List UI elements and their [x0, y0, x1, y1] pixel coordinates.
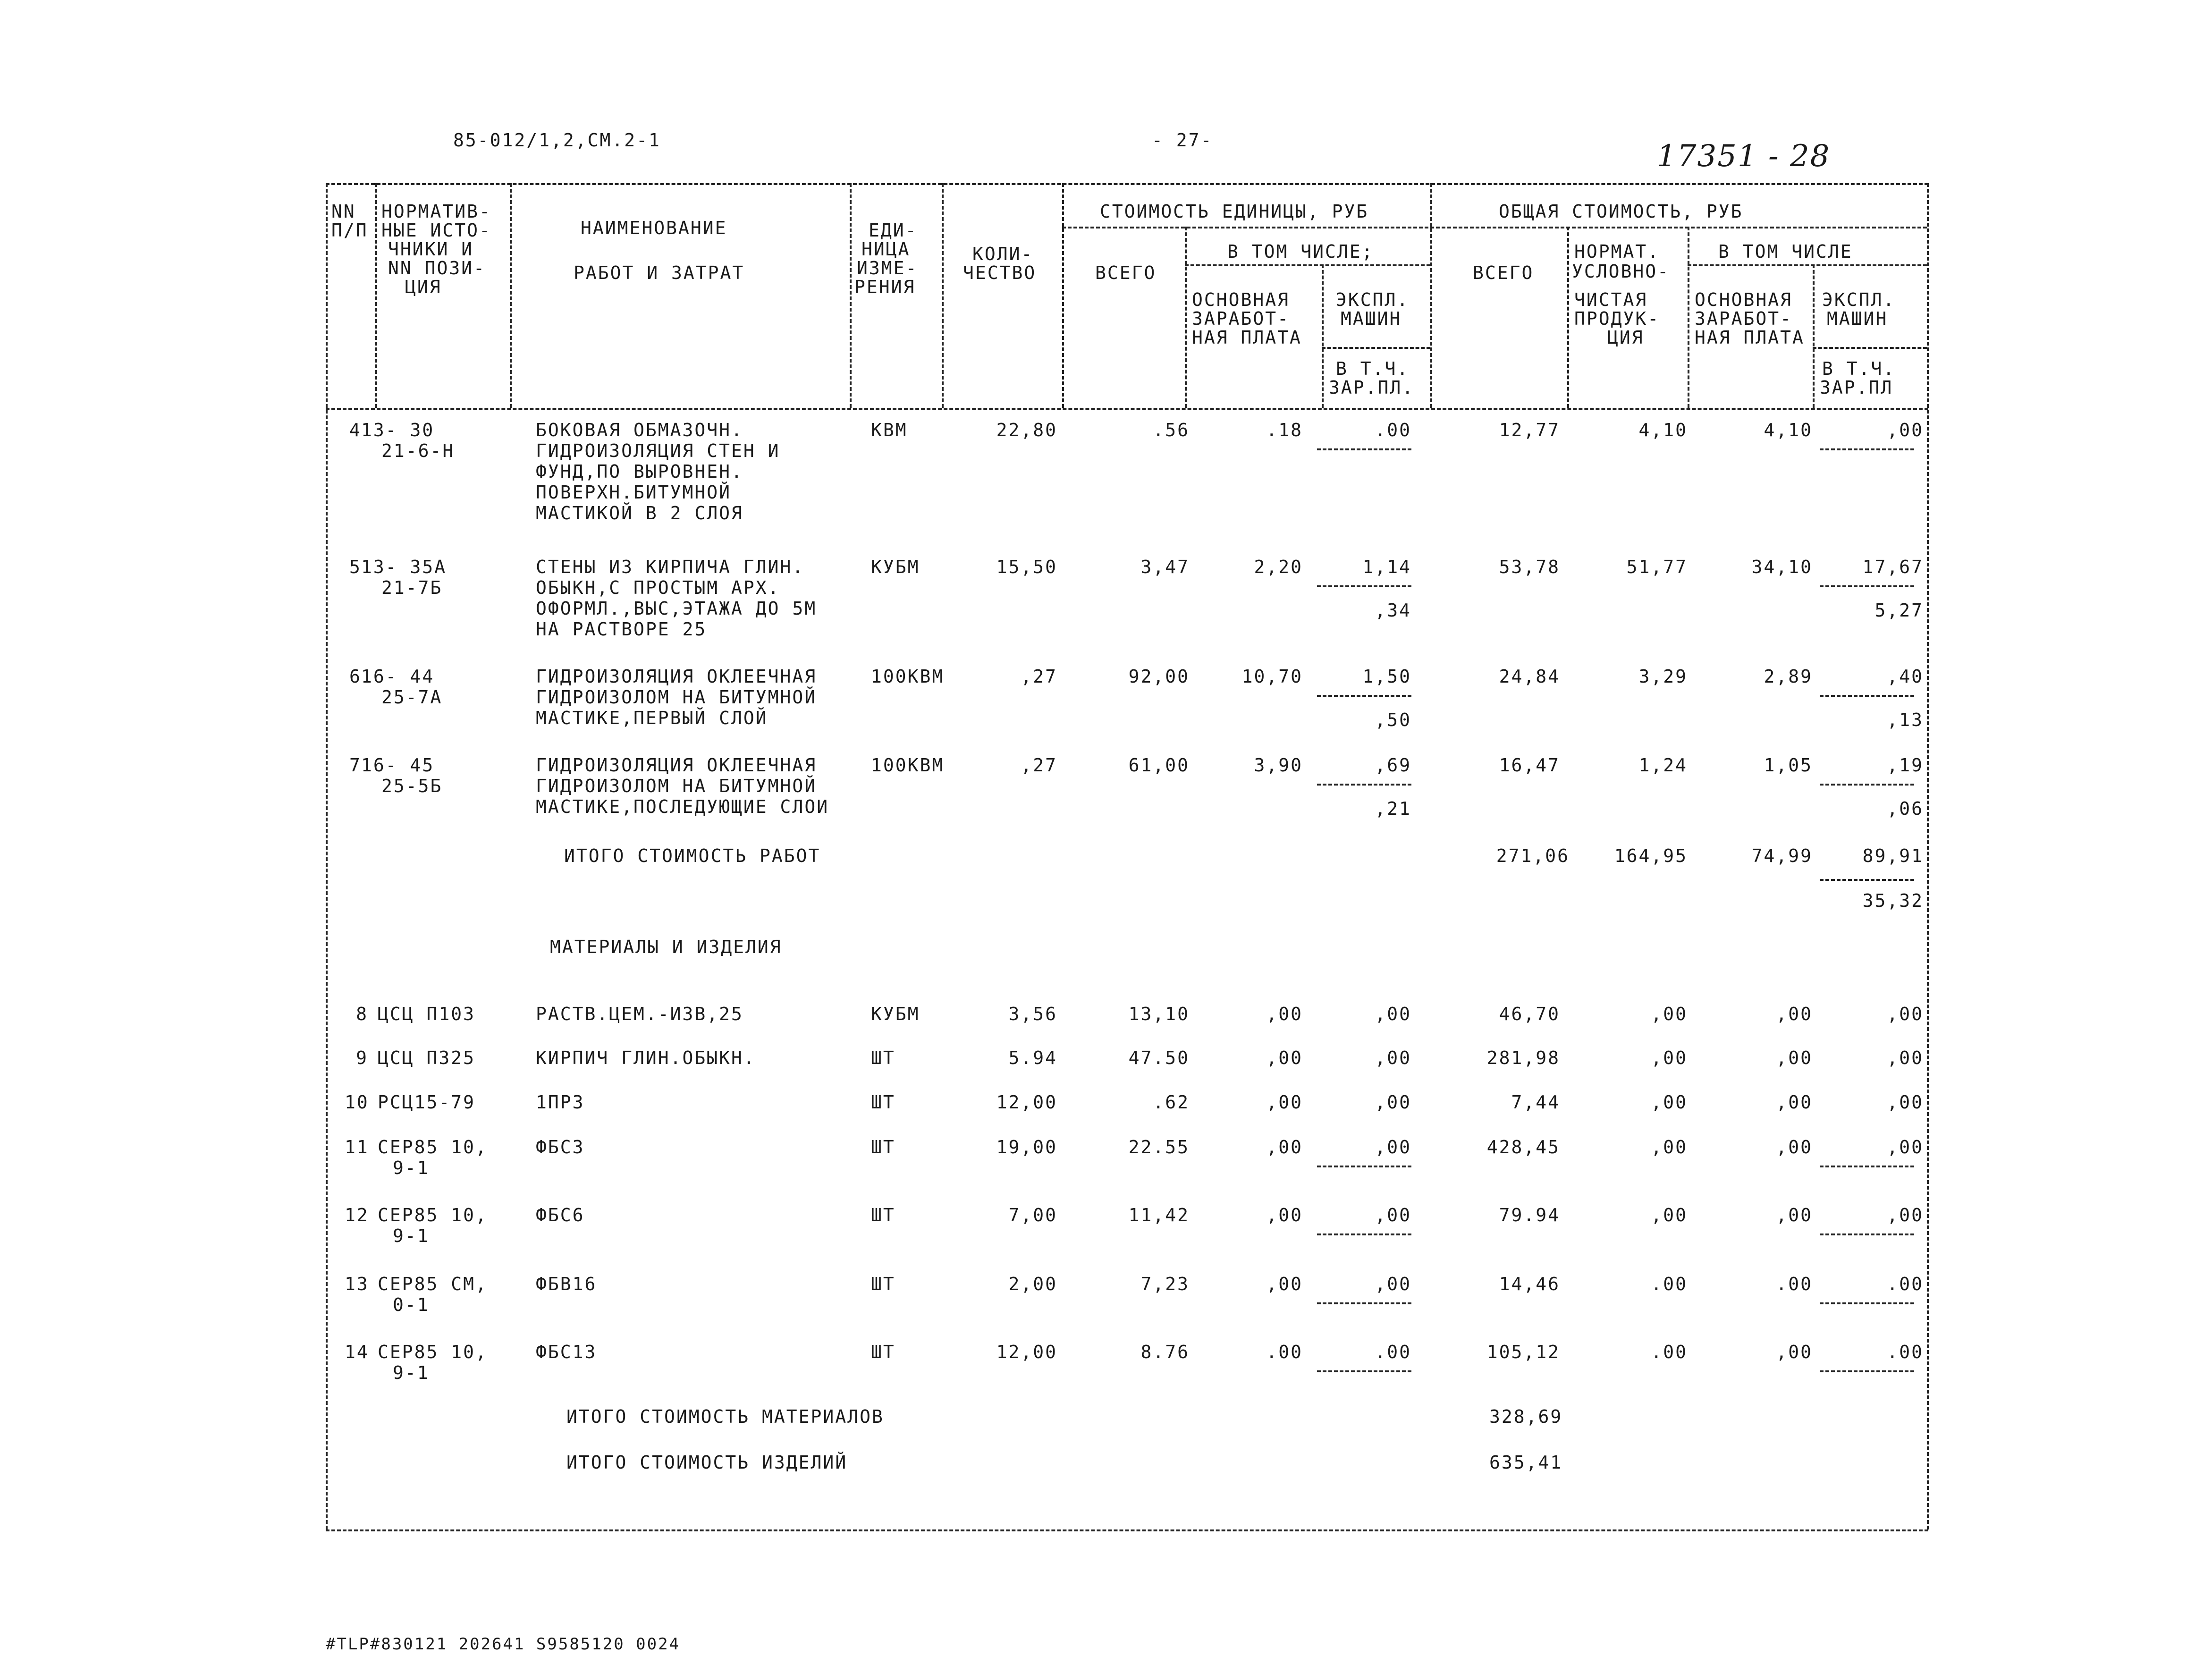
- cell-u-total: 13,10: [1128, 1004, 1190, 1024]
- cell-t-mach: ,19: [1887, 755, 1924, 776]
- header-vsego: ВСЕГО: [1095, 262, 1157, 283]
- header-name: РАБОТ И ЗАТРАТ: [574, 262, 745, 283]
- divider: [1688, 227, 1689, 408]
- cell-u-wage: .18: [1266, 420, 1303, 440]
- header-v-t-ch-2: ЗАР.ПЛ: [1820, 377, 1893, 398]
- subtotal-underline: [1317, 585, 1411, 587]
- normative-code: РСЦ15-79: [378, 1092, 476, 1113]
- header-osnovnaya: ОСНОВНАЯ: [1192, 289, 1290, 310]
- unit: ШТ: [871, 1048, 895, 1068]
- header-normat: ЧИСТАЯ: [1574, 289, 1648, 310]
- cell-t-wage: ,00: [1776, 1092, 1813, 1113]
- normative-code: 16- 45: [361, 755, 435, 776]
- subtotal-underline: [1317, 784, 1411, 786]
- cell-t-normat: 3,29: [1638, 666, 1688, 687]
- cell-t-mach-wage: 5,27: [1874, 600, 1924, 621]
- header-normat: ЦИЯ: [1607, 327, 1644, 348]
- cell-t-mach: ,00: [1887, 1004, 1924, 1024]
- cell-t-normat: ,00: [1651, 1092, 1688, 1113]
- row-number: 12: [345, 1205, 369, 1225]
- cell-u-total: 3,47: [1140, 557, 1190, 577]
- divider: [1062, 227, 1927, 228]
- row-number: 9: [356, 1048, 368, 1068]
- table-top-border: [326, 183, 1928, 185]
- normative-code: 25-7А: [381, 687, 443, 708]
- header-v-tom-chisle-2: В ТОМ ЧИСЛЕ: [1718, 241, 1853, 262]
- normative-code: СЕР85 10,: [378, 1205, 488, 1225]
- header-normative: NN ПОЗИ-: [388, 258, 486, 279]
- cell-t-wage: ,00: [1776, 1205, 1813, 1225]
- work-name-line: МАСТИКЕ,ПОСЛЕДУЮЩИЕ СЛОИ: [536, 796, 829, 817]
- header-osnovnaya-2: ОСНОВНАЯ: [1695, 289, 1793, 310]
- cell-u-mach: ,00: [1375, 1137, 1411, 1158]
- cell-t-normat: 4,10: [1638, 420, 1688, 440]
- work-name-line: ФУНД,ПО ВЫРОВНЕН.: [536, 461, 743, 482]
- cell-qty: 15,50: [996, 557, 1057, 577]
- subtotal-underline: [1820, 879, 1914, 881]
- cell-u-mach-wage: ,34: [1375, 600, 1411, 621]
- normative-code: 13- 30: [361, 420, 435, 440]
- row-number: 8: [356, 1004, 368, 1024]
- material-name: РАСТВ.ЦЕМ.-ИЗВ,25: [536, 1004, 743, 1024]
- cell-u-mach: ,69: [1375, 755, 1411, 776]
- cell-u-wage: 3,90: [1254, 755, 1303, 776]
- cell-t-wage: ,00: [1776, 1137, 1813, 1158]
- cell-t-mach: 17,67: [1862, 557, 1924, 577]
- cell-u-total: 61,00: [1128, 755, 1190, 776]
- material-name: ФБС13: [536, 1342, 597, 1362]
- cell-t-mach: ,00: [1887, 1137, 1924, 1158]
- divider: [1813, 264, 1815, 408]
- table-left-border: [326, 183, 328, 1529]
- work-name-line: ОБЫКН,С ПРОСТЫМ АРХ.: [536, 577, 780, 598]
- table-right-border: [1927, 183, 1929, 1529]
- normative-code: СЕР85 СМ,: [378, 1274, 488, 1294]
- work-name-line: ГИДРОИЗОЛЯЦИЯ ОКЛЕЕЧНАЯ: [536, 755, 817, 776]
- normative-code: ЦСЦ П103: [378, 1004, 476, 1024]
- cell-t-normat: 1,24: [1638, 755, 1688, 776]
- cell-u-wage: ,00: [1266, 1274, 1303, 1294]
- table-bottom-border: [326, 1529, 1928, 1531]
- header-osnovnaya: НАЯ ПЛАТА: [1192, 327, 1302, 348]
- row-number: 11: [345, 1137, 369, 1158]
- row-number: 6: [349, 666, 362, 687]
- normative-code: 25-5Б: [381, 776, 443, 796]
- header-normative: НЫЕ ИСТО-: [381, 220, 491, 241]
- work-name-line: СТЕНЫ ИЗ КИРПИЧА ГЛИН.: [536, 557, 805, 577]
- header-bottom-border: [326, 408, 1928, 410]
- works-total-value: 271,06: [1496, 845, 1570, 866]
- cell-u-wage: ,00: [1266, 1137, 1303, 1158]
- header-name: НАИМЕНОВАНИЕ: [581, 218, 727, 238]
- header-normative: ЦИЯ: [405, 277, 442, 297]
- cell-u-mach-wage: ,50: [1375, 710, 1411, 730]
- cell-t-normat: ,00: [1651, 1004, 1688, 1024]
- cell-t-wage: .00: [1776, 1274, 1813, 1294]
- subtotal-underline: [1820, 1234, 1914, 1235]
- cell-qty: 7,00: [1008, 1205, 1057, 1225]
- header-unit: НИЦА: [861, 239, 911, 260]
- normative-code: 9-1: [393, 1158, 430, 1178]
- cell-u-wage: .00: [1266, 1342, 1303, 1362]
- cell-qty: 3,56: [1008, 1004, 1057, 1024]
- page-number: - 27-: [1152, 130, 1213, 151]
- row-number: 14: [345, 1342, 369, 1362]
- cell-u-wage: ,00: [1266, 1004, 1303, 1024]
- unit: КУБМ: [871, 1004, 920, 1024]
- cell-qty: 22,80: [996, 420, 1057, 440]
- handwritten-number: 17351 - 28: [1657, 139, 1831, 174]
- cell-t-total: 428,45: [1486, 1137, 1560, 1158]
- header-normative: НОРМАТИВ-: [381, 201, 491, 222]
- cell-u-mach: ,00: [1375, 1092, 1411, 1113]
- subtotal-underline: [1820, 585, 1914, 587]
- cell-t-total: 281,98: [1486, 1048, 1560, 1068]
- cell-t-total: 46,70: [1499, 1004, 1560, 1024]
- document-code: 85-012/1,2,СМ.2-1: [453, 130, 661, 151]
- cell-t-total: 105,12: [1486, 1342, 1560, 1362]
- cell-u-total: 11,42: [1128, 1205, 1190, 1225]
- work-name-line: ГИДРОИЗОЛЯЦИЯ ОКЛЕЕЧНАЯ: [536, 666, 817, 687]
- header-ekspl: ЭКСПЛ.: [1336, 289, 1410, 310]
- normative-code: 13- 35А: [361, 557, 447, 577]
- cell-t-mach: ,00: [1887, 420, 1924, 440]
- header-unit: ЕДИ-: [869, 220, 918, 241]
- normative-code: 16- 44: [361, 666, 435, 687]
- cell-t-mach: .00: [1887, 1274, 1924, 1294]
- cell-u-mach: 1,50: [1362, 666, 1411, 687]
- cell-qty: 2,00: [1008, 1274, 1057, 1294]
- row-number: 10: [345, 1092, 369, 1113]
- cell-t-total: 16,47: [1499, 755, 1560, 776]
- cell-qty: 19,00: [996, 1137, 1057, 1158]
- works-total-machines-wage: 35,32: [1862, 890, 1924, 911]
- subtotal-underline: [1820, 448, 1914, 450]
- header-vsego-2: ВСЕГО: [1473, 262, 1534, 283]
- cell-t-total: 14,46: [1499, 1274, 1560, 1294]
- cell-t-mach-wage: ,13: [1887, 710, 1924, 730]
- header-normat: УСЛОВНО-: [1572, 261, 1670, 282]
- cell-t-total: 7,44: [1511, 1092, 1560, 1113]
- subtotal-underline: [1820, 1166, 1914, 1167]
- header-unit-cost: СТОИМОСТЬ ЕДИНИЦЫ, РУБ: [1100, 201, 1369, 222]
- cell-u-mach: ,00: [1375, 1205, 1411, 1225]
- header-normative: ЧНИКИ И: [388, 239, 474, 260]
- cell-t-mach: ,00: [1887, 1205, 1924, 1225]
- header-ekspl: МАШИН: [1341, 308, 1402, 329]
- cell-u-total: 7,23: [1140, 1274, 1190, 1294]
- cell-qty: 5.94: [1008, 1048, 1057, 1068]
- material-name: ФБС3: [536, 1137, 585, 1158]
- normative-code: 0-1: [393, 1294, 430, 1315]
- work-name-line: ГИДРОИЗОЛОМ НА БИТУМНОЙ: [536, 776, 817, 796]
- cell-u-mach: 1,14: [1362, 557, 1411, 577]
- works-total-machines: 89,91: [1862, 845, 1924, 866]
- works-total-label: ИТОГО СТОИМОСТЬ РАБОТ: [564, 845, 821, 866]
- row-number: 13: [345, 1274, 369, 1294]
- cell-t-wage: 1,05: [1764, 755, 1813, 776]
- cell-u-mach: .00: [1375, 420, 1411, 440]
- header-osnovnaya-2: НАЯ ПЛАТА: [1695, 327, 1805, 348]
- divider: [1322, 264, 1324, 408]
- cell-t-wage: ,00: [1776, 1004, 1813, 1024]
- work-name-line: МАСТИКЕ,ПЕРВЫЙ СЛОЙ: [536, 708, 768, 728]
- work-name-line: ПОВЕРХН.БИТУМНОЙ: [536, 482, 732, 503]
- footer-code: #TLP#830121 202641 S9585120 0024: [326, 1635, 681, 1654]
- cell-u-total: 22.55: [1128, 1137, 1190, 1158]
- cell-t-total: 24,84: [1499, 666, 1560, 687]
- subtotal-underline: [1317, 1166, 1411, 1167]
- material-name: 1ПР3: [536, 1092, 585, 1113]
- divider: [1688, 264, 1927, 266]
- normative-code: 9-1: [393, 1362, 430, 1383]
- header-v-tom-chisle: В ТОМ ЧИСЛЕ;: [1227, 241, 1374, 262]
- divider: [1567, 227, 1569, 408]
- normative-code: СЕР85 10,: [378, 1342, 488, 1362]
- divider: [942, 183, 944, 408]
- divider: [1813, 347, 1927, 349]
- unit: ШТ: [871, 1137, 895, 1158]
- cell-t-total: 79.94: [1499, 1205, 1560, 1225]
- cell-qty: ,27: [1021, 755, 1057, 776]
- unit: ШТ: [871, 1274, 895, 1294]
- unit: ШТ: [871, 1205, 895, 1225]
- header-ekspl-2: ЭКСПЛ.: [1822, 289, 1896, 310]
- header-v-t-ch: ЗАР.ПЛ.: [1329, 377, 1415, 398]
- cell-t-mach: ,00: [1887, 1092, 1924, 1113]
- work-name-line: БОКОВАЯ ОБМАЗОЧН.: [536, 420, 743, 440]
- material-name: ФБВ16: [536, 1274, 597, 1294]
- subtotal-underline: [1317, 695, 1411, 697]
- cell-qty: 12,00: [996, 1342, 1057, 1362]
- subtotal-underline: [1317, 1370, 1411, 1372]
- subtotal-underline: [1317, 1302, 1411, 1304]
- header-unit: ИЗМЕ-: [857, 258, 918, 279]
- header-normat: ПРОДУК-: [1574, 308, 1660, 329]
- row-number: 7: [349, 755, 362, 776]
- cell-t-wage: 34,10: [1751, 557, 1813, 577]
- header-pp: П/П: [331, 220, 368, 241]
- normative-code: СЕР85 10,: [378, 1137, 488, 1158]
- header-normat: НОРМАТ.: [1574, 241, 1660, 262]
- products-total-value: 635,41: [1489, 1452, 1563, 1473]
- work-name-line: НА РАСТВОРЕ 25: [536, 619, 707, 640]
- cell-u-wage: 10,70: [1241, 666, 1303, 687]
- cell-u-total: 8.76: [1140, 1342, 1190, 1362]
- cell-u-mach: ,00: [1375, 1048, 1411, 1068]
- cell-t-wage: ,00: [1776, 1342, 1813, 1362]
- unit: КУБМ: [871, 557, 920, 577]
- subtotal-underline: [1820, 1302, 1914, 1304]
- header-osnovnaya-2: ЗАРАБОТ-: [1695, 308, 1793, 329]
- cell-u-mach: ,00: [1375, 1274, 1411, 1294]
- materials-total-label: ИТОГО СТОИМОСТЬ МАТЕРИАЛОВ: [566, 1406, 884, 1427]
- divider: [375, 183, 377, 408]
- cell-t-normat: 51,77: [1626, 557, 1688, 577]
- cell-u-wage: ,00: [1266, 1092, 1303, 1113]
- work-name-line: ГИДРОИЗОЛОМ НА БИТУМНОЙ: [536, 687, 817, 708]
- cell-t-mach: ,40: [1887, 666, 1924, 687]
- work-name-line: ОФОРМЛ.,ВЫС,ЭТАЖА ДО 5М: [536, 598, 817, 619]
- cell-u-total: 47.50: [1128, 1048, 1190, 1068]
- cell-u-mach-wage: ,21: [1375, 798, 1411, 819]
- divider: [1185, 227, 1187, 408]
- header-unit: РЕНИЯ: [854, 277, 916, 297]
- cell-t-normat: ,00: [1651, 1048, 1688, 1068]
- divider: [1322, 347, 1430, 349]
- cell-t-mach: ,00: [1887, 1048, 1924, 1068]
- unit: 100КВМ: [871, 755, 945, 776]
- divider: [850, 183, 852, 408]
- normative-code: ЦСЦ П325: [378, 1048, 476, 1068]
- header-qty: ЧЕСТВО: [963, 262, 1037, 283]
- cell-t-mach-wage: ,06: [1887, 798, 1924, 819]
- header-ekspl-2: МАШИН: [1827, 308, 1888, 329]
- divider: [510, 183, 512, 408]
- cell-u-mach: ,00: [1375, 1004, 1411, 1024]
- material-name: КИРПИЧ ГЛИН.ОБЫКН.: [536, 1048, 756, 1068]
- cell-t-normat: ,00: [1651, 1137, 1688, 1158]
- cell-t-wage: 2,89: [1764, 666, 1813, 687]
- header-qty: КОЛИ-: [972, 244, 1034, 264]
- products-total-label: ИТОГО СТОИМОСТЬ ИЗДЕЛИЙ: [566, 1452, 848, 1473]
- row-number: 5: [349, 557, 362, 577]
- cell-t-total: 53,78: [1499, 557, 1560, 577]
- unit: КВМ: [871, 420, 908, 440]
- unit: ШТ: [871, 1092, 895, 1113]
- cell-t-total: 12,77: [1499, 420, 1560, 440]
- cell-u-wage: ,00: [1266, 1205, 1303, 1225]
- works-total-normat: 164,95: [1614, 845, 1688, 866]
- header-total-cost: ОБЩАЯ СТОИМОСТЬ, РУБ: [1499, 201, 1743, 222]
- work-name-line: МАСТИКОЙ В 2 СЛОЯ: [536, 503, 743, 524]
- normative-code: 21-6-Н: [381, 440, 455, 461]
- cell-u-wage: ,00: [1266, 1048, 1303, 1068]
- header-v-t-ch: В Т.Ч.: [1336, 358, 1410, 379]
- cell-t-wage: 4,10: [1764, 420, 1813, 440]
- work-name-line: ГИДРОИЗОЛЯЦИЯ СТЕН И: [536, 440, 780, 461]
- divider: [1430, 183, 1432, 408]
- cell-u-total: .56: [1153, 420, 1190, 440]
- works-total-wage: 74,99: [1751, 845, 1813, 866]
- subtotal-underline: [1820, 1370, 1914, 1372]
- cell-t-normat: ,00: [1651, 1205, 1688, 1225]
- cell-u-total: 92,00: [1128, 666, 1190, 687]
- subtotal-underline: [1820, 784, 1914, 786]
- normative-code: 9-1: [393, 1225, 430, 1246]
- cell-qty: ,27: [1021, 666, 1057, 687]
- header-osnovnaya: ЗАРАБОТ-: [1192, 308, 1290, 329]
- cell-u-wage: 2,20: [1254, 557, 1303, 577]
- materials-heading: МАТЕРИАЛЫ И ИЗДЕЛИЯ: [550, 937, 782, 957]
- unit: ШТ: [871, 1342, 895, 1362]
- cell-qty: 12,00: [996, 1092, 1057, 1113]
- cell-t-normat: .00: [1651, 1342, 1688, 1362]
- divider: [1062, 183, 1064, 408]
- header-v-t-ch-2: В Т.Ч.: [1822, 358, 1896, 379]
- normative-code: 21-7Б: [381, 577, 443, 598]
- header-nn: NN: [331, 201, 356, 222]
- cell-t-mach: .00: [1887, 1342, 1924, 1362]
- subtotal-underline: [1317, 1234, 1411, 1235]
- material-name: ФБС6: [536, 1205, 585, 1225]
- materials-total-value: 328,69: [1489, 1406, 1563, 1427]
- subtotal-underline: [1317, 448, 1411, 450]
- cell-t-wage: ,00: [1776, 1048, 1813, 1068]
- cell-u-mach: .00: [1375, 1342, 1411, 1362]
- cell-t-normat: .00: [1651, 1274, 1688, 1294]
- subtotal-underline: [1820, 695, 1914, 697]
- unit: 100КВМ: [871, 666, 945, 687]
- row-number: 4: [349, 420, 362, 440]
- cell-u-total: .62: [1153, 1092, 1190, 1113]
- divider: [1185, 264, 1430, 266]
